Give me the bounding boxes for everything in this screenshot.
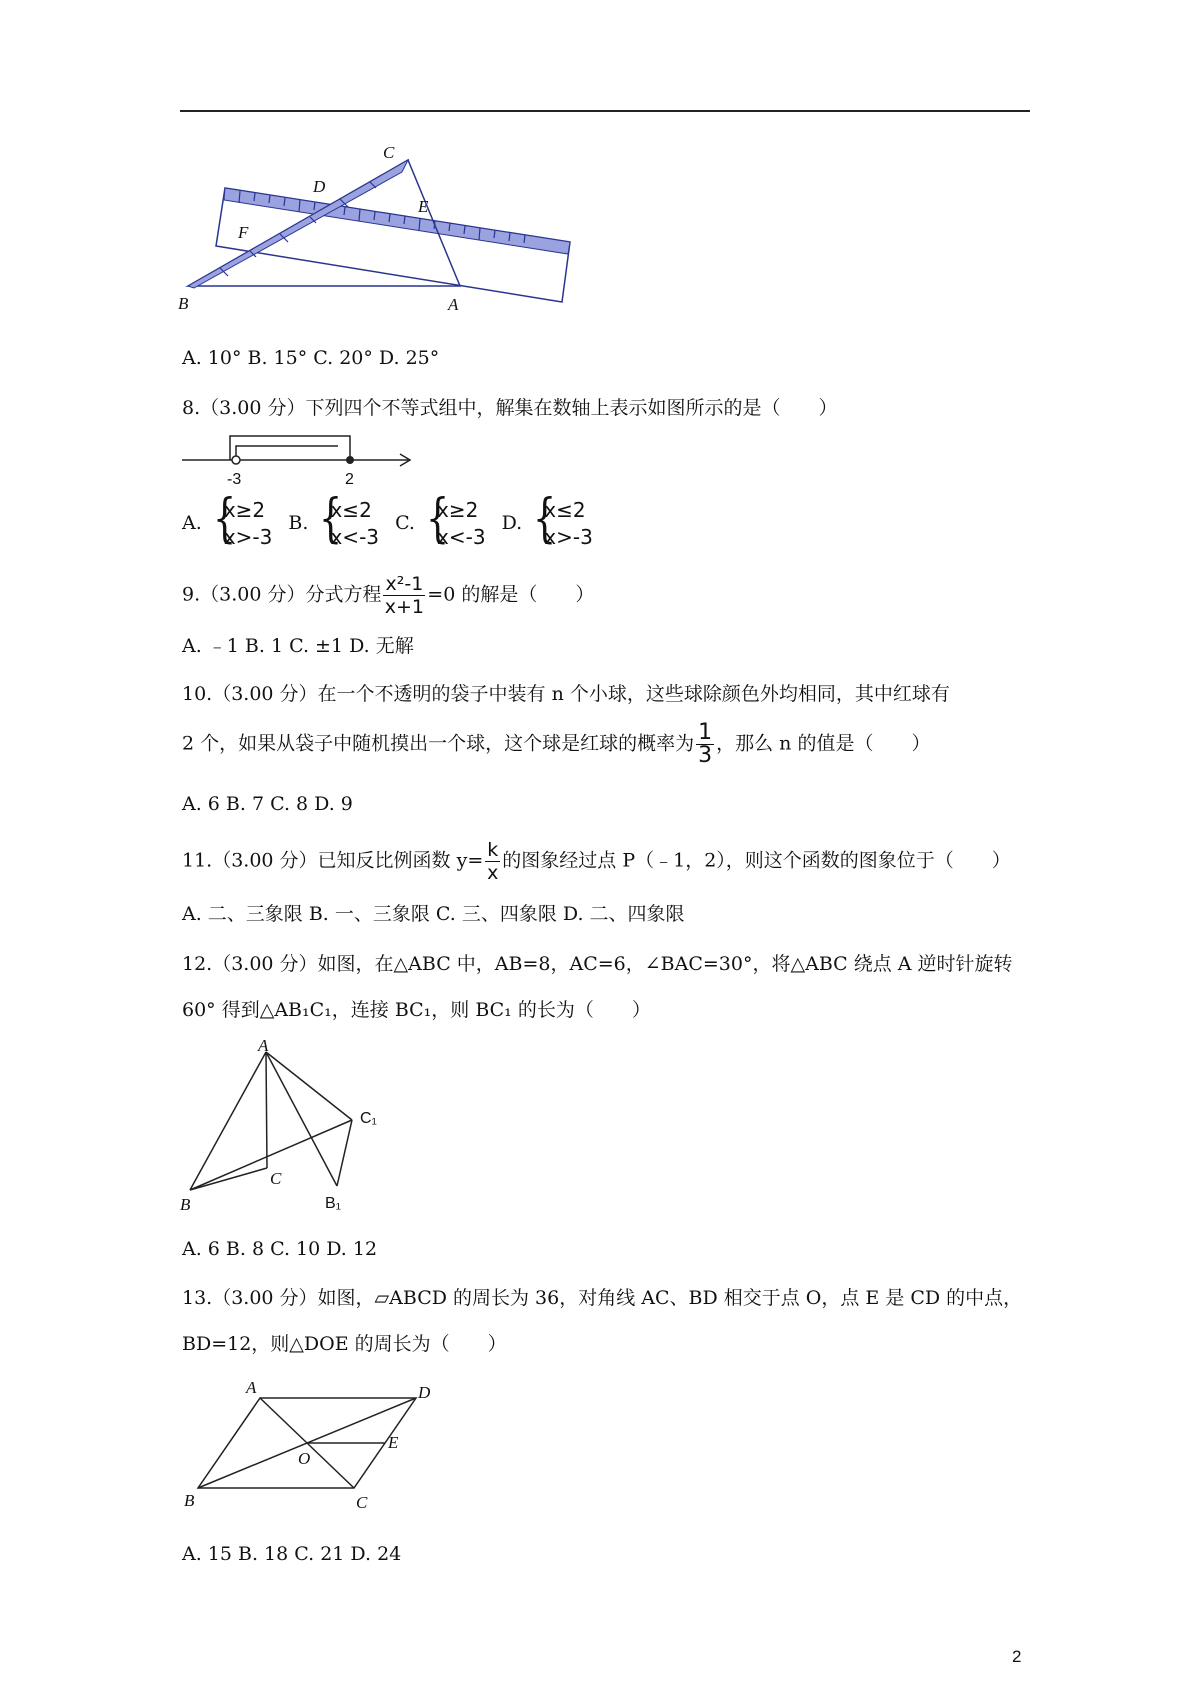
header-rule <box>180 110 1030 112</box>
q12-label-b: B <box>180 1195 191 1214</box>
q13-figure <box>180 1376 440 1516</box>
q8-stem: 8.（3.00 分）下列四个不等式组中，解集在数轴上表示如图所示的是（ ） <box>182 397 838 419</box>
q8-option-d-system: { x≤2 x>-3 <box>533 489 593 549</box>
q11-options: A. 二、三象限 B. 一、三象限 C. 三、四象限 D. 二、四象限 <box>182 903 685 925</box>
q8-option-c-system: { x≥2 x<-3 <box>425 489 486 549</box>
q7-label-c: C <box>383 143 395 162</box>
q8-option-d-label: D. <box>501 512 523 534</box>
q8-option-a-label: A. <box>182 512 202 534</box>
q13-label-d: D <box>418 1383 431 1402</box>
q12-options: A. 6 B. 8 C. 10 D. 12 <box>182 1238 378 1260</box>
page-number: 2 <box>1012 1647 1022 1666</box>
q10-line2: 2 个，如果从袋子中随机摸出一个球，这个球是红球的概率为 $\frac{1}{3}$ ，那么 n 的值是（ ） <box>182 720 931 768</box>
q13-label-o: O <box>298 1449 311 1468</box>
q12-line2: 60° 得到△AB₁C₁，连接 BC₁，则 BC₁ 的长为（ ） <box>182 999 651 1021</box>
q7-label-e: E <box>418 197 429 216</box>
q12-line1: 12.（3.00 分）如图，在△ABC 中，AB=8，AC=6，∠BAC=30°，将△ABC 绕点 A 逆时针旋转 <box>182 953 1013 975</box>
q13-label-a: A <box>246 1378 257 1397</box>
q11-stem: 11.（3.00 分）已知反比例函数 y= $\frac{k}{x}$ 的图象经过点 P（﹣1，2），则这个函数的图象位于（ ） <box>182 839 1011 884</box>
q13-label-b: B <box>184 1491 195 1510</box>
q12-label-a: A <box>258 1036 269 1055</box>
q13-label-c: C <box>356 1493 368 1512</box>
q10-fraction: $\frac{1}{3}$ <box>698 720 713 768</box>
q7-label-f: F <box>238 223 249 242</box>
q11-fraction: $\frac{k}{x}$ <box>487 839 499 884</box>
q7-label-d: D <box>313 177 326 196</box>
q7-options: A. 10° B. 15° C. 20° D. 25° <box>182 347 440 369</box>
q12-label-c1: C₁ <box>360 1110 377 1127</box>
q8-axis-label-right: 2 <box>345 471 354 488</box>
q7-label-a: A <box>448 295 459 314</box>
q12-figure <box>180 1038 400 1213</box>
q8-options <box>182 489 603 551</box>
q8-number-line <box>180 434 420 492</box>
q9-fraction: $\frac{\text{x²-1}}{x+1}$ <box>384 573 425 618</box>
q12-label-b1: B₁ <box>325 1195 342 1212</box>
q13-line1: 13.（3.00 分）如图，▱ABCD 的周长为 36，对角线 AC、BD 相交于点 O，点 E 是 CD 的中点， <box>182 1287 1023 1309</box>
q9-options: A. ﹣1 B. 1 C. ±1 D. 无解 <box>182 635 414 657</box>
q10-line1: 10.（3.00 分）在一个不透明的袋子中装有 n 个小球，这些球除颜色外均相同，其中红球有 <box>182 683 950 705</box>
q8-axis-label-left: -3 <box>227 471 242 488</box>
q8-option-c-label: C. <box>395 512 415 534</box>
q8-option-a-system: { x≥2 x>-3 <box>212 489 273 549</box>
q7-label-b: B <box>178 294 189 313</box>
q8-option-b-label: B. <box>288 512 309 534</box>
q7-figure <box>178 143 580 325</box>
q10-options: A. 6 B. 7 C. 8 D. 9 <box>182 793 353 815</box>
q9-stem: 9.（3.00 分）分式方程 $\frac{\text{x²-1}}{x+1}$ =0 的解是（ ） <box>182 573 595 618</box>
q13-options: A. 15 B. 18 C. 21 D. 24 <box>182 1543 402 1565</box>
q13-line2: BD=12，则△DOE 的周长为（ ） <box>182 1333 507 1355</box>
q12-label-c: C <box>270 1169 282 1188</box>
q13-label-e: E <box>388 1433 399 1452</box>
q8-option-b-system: { x≤2 x<-3 <box>319 489 380 549</box>
